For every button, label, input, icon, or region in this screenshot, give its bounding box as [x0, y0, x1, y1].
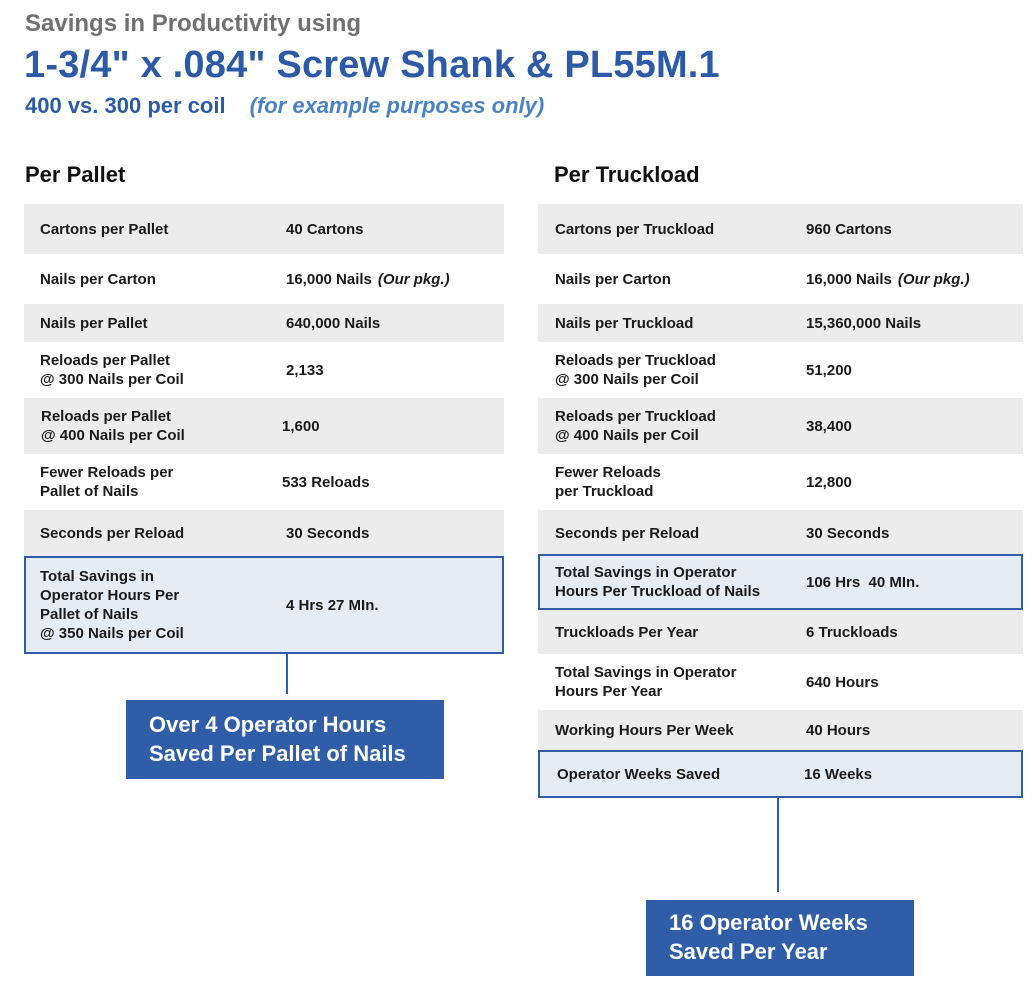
pallet-row-label-text: Reloads per Pallet @ 400 Nails per Coil	[41, 408, 185, 444]
truckload-row-value-text: 16 Weeks	[804, 765, 873, 783]
truckload-row-value	[806, 454, 852, 510]
truckload-callout-line1: 16 Operator Weeks	[669, 910, 868, 935]
truckload-row	[538, 342, 1023, 398]
truckload-row-label	[555, 510, 699, 556]
truckload-row-label-text: Nails per Truckload	[555, 314, 694, 332]
truckload-row-value	[806, 254, 970, 304]
truckload-row-label-text: Cartons per Truckload	[555, 220, 715, 238]
truckload-row-value-text: 40 Hours	[806, 721, 871, 739]
pallet-row-value-text: 4 Hrs 27 MIn.	[286, 596, 379, 614]
truckload-row-value-text: 960 Cartons	[806, 220, 892, 238]
truckload-row	[538, 710, 1023, 750]
pallet-row	[24, 204, 504, 254]
pallet-row-label	[41, 398, 185, 454]
truckload-row-label-text: Reloads per Truckload @ 400 Nails per Coil	[555, 408, 716, 444]
truckload-row	[538, 204, 1023, 254]
truckload-callout-line2: Saved Per Year	[669, 939, 828, 964]
truckload-row-value	[806, 556, 919, 608]
truckload-row	[538, 610, 1023, 654]
truckload-row-value-text: 6 Truckloads	[806, 623, 898, 641]
pallet-row-value	[286, 204, 364, 254]
pallet-row-value-text: 640,000 Nails	[286, 314, 381, 332]
pallet-callout-line1: Over 4 Operator Hours	[149, 712, 387, 737]
header-subtitle: Savings in Productivity using	[25, 10, 362, 37]
truckload-row-label-text: Operator Weeks Saved	[557, 765, 721, 783]
pallet-row-value-text: 533 Reloads	[282, 473, 370, 491]
truckload-row	[538, 454, 1023, 510]
truckload-row-value	[806, 654, 879, 710]
pallet-row-label	[40, 342, 184, 398]
pallet-row-value	[286, 304, 380, 342]
pallet-row-label-text: Nails per Carton	[40, 270, 156, 288]
truckload-row	[538, 254, 1023, 304]
truckload-row-value	[806, 204, 892, 254]
truckload-row-value	[806, 710, 870, 750]
pallet-callout-line2: Saved Per Pallet of Nails	[149, 741, 406, 766]
pallet-row-label-text: Fewer Reloads per Pallet of Nails	[40, 464, 174, 500]
truckload-row-value-text: 640 Hours	[806, 673, 879, 691]
truckload-row-value-text: 38,400	[806, 417, 852, 435]
truckload-row-value-text: 12,800	[806, 473, 852, 491]
truckload-row-label	[555, 454, 661, 510]
pallet-row-label	[40, 558, 184, 652]
pallet-row-label	[40, 304, 148, 342]
pallet-row	[24, 454, 504, 510]
truckload-row-label-text: Working Hours Per Week	[555, 721, 734, 739]
pallet-row-value-text: 16,000 Nails	[286, 270, 372, 288]
pallet-row-value	[282, 398, 320, 454]
pallet-row	[24, 510, 504, 556]
truckload-row-label	[555, 398, 716, 454]
pallet-row-value	[286, 558, 379, 652]
page-title: 1-3/4" x .084" Screw Shank & PL55M.1	[24, 44, 720, 86]
truckload-row	[538, 654, 1023, 710]
truckload-row-label-text: Nails per Carton	[555, 270, 671, 288]
truckload-row-label	[557, 752, 720, 796]
pallet-row-label	[40, 254, 156, 304]
pallet-row-value	[282, 454, 370, 510]
pallet-row-label	[40, 204, 168, 254]
pallet-row-label-text: Reloads per Pallet @ 300 Nails per Coil	[40, 352, 184, 388]
truckload-row-label	[555, 710, 734, 750]
truckload-row-value	[806, 610, 898, 654]
pallet-row	[24, 556, 504, 654]
truckload-row-label	[555, 556, 760, 608]
truckload-callout-connector	[777, 798, 779, 892]
truckload-row-label	[555, 204, 714, 254]
pallet-row-value-text: 1,600	[282, 417, 320, 435]
pallet-callout-connector	[286, 654, 288, 694]
example-note: (for example purposes only)	[249, 93, 545, 118]
truckload-row	[538, 398, 1023, 454]
truckload-row-label-text: Total Savings in Operator Hours Per Truckload of Nails	[555, 564, 761, 600]
truckload-callout	[646, 900, 914, 976]
truckload-row-value-text: 106 Hrs 40 MIn.	[806, 573, 920, 591]
truckload-row-label	[555, 610, 698, 654]
truckload-row	[538, 510, 1023, 556]
truckload-row-label-text: Seconds per Reload	[555, 524, 700, 542]
pallet-row-value-text: 30 Seconds	[286, 524, 370, 542]
pallet-row-label-text: Total Savings in Operator Hours Per Pallet of Nails @ 350 Nails per Coil	[40, 568, 184, 642]
truckload-row-label	[555, 342, 716, 398]
truckload-row-value	[806, 510, 889, 556]
truckload-row	[538, 750, 1023, 798]
truckload-row-label-text: Truckloads Per Year	[555, 623, 699, 641]
pallet-row-label-text: Nails per Pallet	[40, 314, 148, 332]
pallet-row-value-note: (Our pkg.)	[377, 270, 450, 288]
truckload-row-value-text: 51,200	[806, 361, 852, 379]
truckload-row-value	[804, 752, 872, 796]
pallet-row-value	[286, 510, 369, 556]
truckload-row-value	[806, 342, 852, 398]
pallet-callout	[126, 700, 444, 779]
truckload-row-label	[555, 654, 736, 710]
pallet-row-value-text: 40 Cartons	[286, 220, 364, 238]
pallet-row	[24, 254, 504, 304]
truckload-row-label-text: Total Savings in Operator Hours Per Year	[555, 664, 737, 700]
truckload-row	[538, 304, 1023, 342]
per-truckload-title: Per Truckload	[554, 162, 700, 187]
pallet-row-label-text: Cartons per Pallet	[40, 220, 169, 238]
truckload-row-label	[555, 304, 693, 342]
per-pallet-title: Per Pallet	[25, 162, 126, 187]
truckload-row-value-text: 15,360,000 Nails	[806, 314, 922, 332]
pallet-row-value-text: 2,133	[286, 361, 324, 379]
pallet-row-label	[40, 454, 173, 510]
pallet-row	[24, 304, 504, 342]
pallet-row-value	[286, 254, 450, 304]
truckload-row-label-text: Fewer Reloads per Truckload	[555, 464, 661, 500]
truckload-row-value-text: 16,000 Nails	[806, 270, 892, 288]
truckload-row-label	[555, 254, 671, 304]
pallet-row	[24, 398, 504, 454]
truckload-row-value	[806, 304, 921, 342]
truckload-row-value	[806, 398, 852, 454]
pallet-row-label-text: Seconds per Reload	[40, 524, 185, 542]
header-comparison	[25, 93, 544, 119]
pallet-row	[24, 342, 504, 398]
comparison-text: 400 vs. 300 per coil	[25, 93, 226, 118]
truckload-row-value-note: (Our pkg.)	[897, 270, 970, 288]
pallet-row-value	[286, 342, 324, 398]
pallet-row-label	[40, 510, 184, 556]
truckload-row-label-text: Reloads per Truckload @ 300 Nails per Coil	[555, 352, 716, 388]
truckload-row	[538, 554, 1023, 610]
truckload-row-value-text: 30 Seconds	[806, 524, 890, 542]
